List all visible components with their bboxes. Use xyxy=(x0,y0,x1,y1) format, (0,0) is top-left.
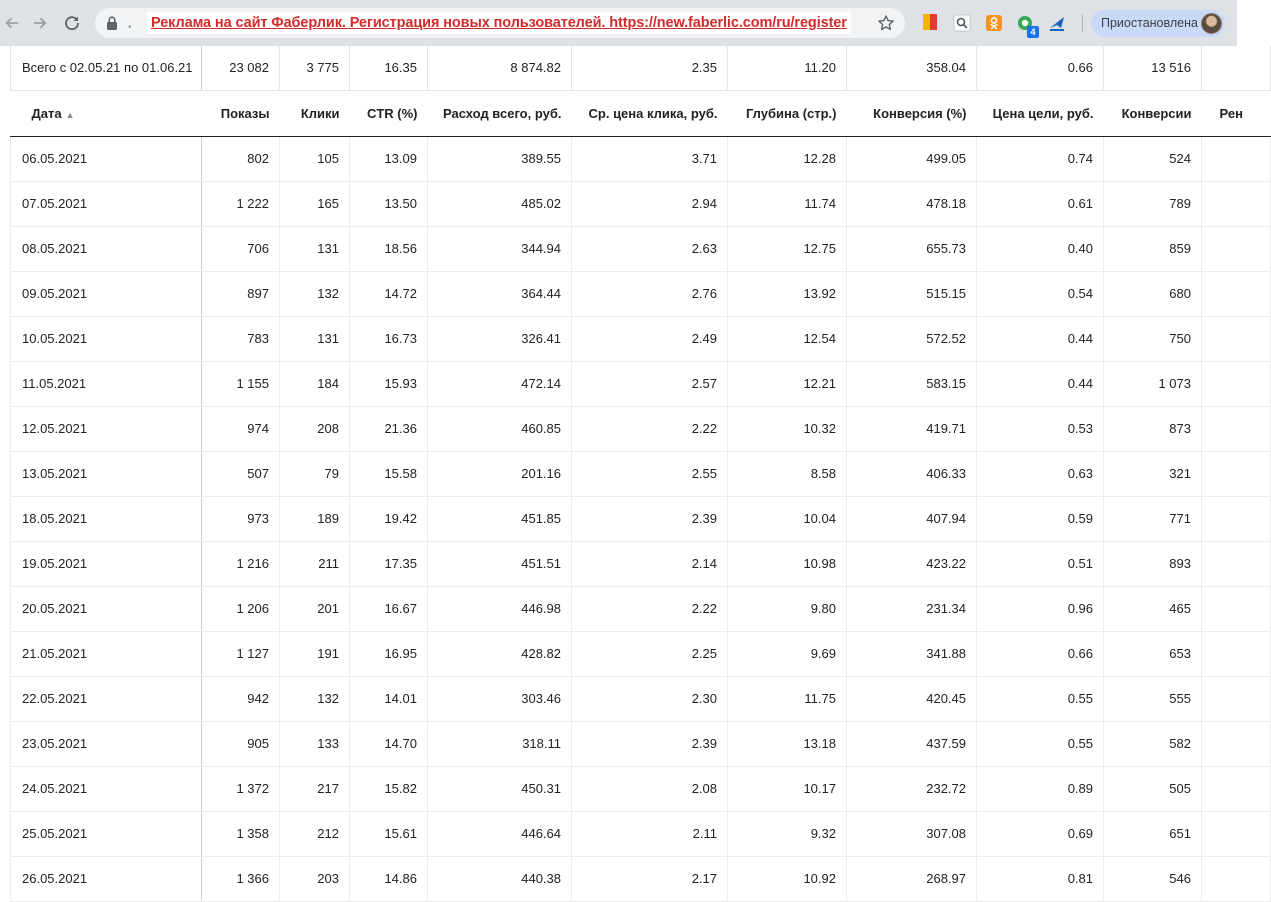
cell-impressions: 1 366 xyxy=(202,856,280,901)
cell-conversion-rate: 478.18 xyxy=(847,181,977,226)
cell-conversion-rate: 423.22 xyxy=(847,541,977,586)
forward-icon[interactable] xyxy=(28,11,52,35)
send-extension-icon[interactable] xyxy=(1048,13,1066,33)
cell-ctr: 19.42 xyxy=(350,496,428,541)
cell-extra xyxy=(1202,496,1271,541)
col-header-date-label: Дата xyxy=(31,105,62,121)
cell-depth: 12.21 xyxy=(728,361,847,406)
cell-goal-cost: 0.55 xyxy=(977,721,1104,766)
cell-impressions: 1 222 xyxy=(202,181,280,226)
cell-spend: 326.41 xyxy=(428,316,572,361)
cell-conversion-rate: 655.73 xyxy=(847,226,977,271)
col-header-date[interactable] xyxy=(11,90,202,136)
cell-date: 20.05.2021 xyxy=(11,586,202,631)
bookmark-star-icon[interactable] xyxy=(877,14,895,32)
cell-depth: 9.80 xyxy=(728,586,847,631)
search-extension-icon[interactable] xyxy=(953,13,971,33)
cell-conversion-rate: 420.45 xyxy=(847,676,977,721)
cell-goal-cost: 0.51 xyxy=(977,541,1104,586)
cell-depth: 12.54 xyxy=(728,316,847,361)
cell-ctr: 14.72 xyxy=(350,271,428,316)
cell-spend: 303.46 xyxy=(428,676,572,721)
cell-depth: 12.28 xyxy=(728,136,847,181)
cell-conversions: 859 xyxy=(1104,226,1202,271)
total-conversion-rate: 358.04 xyxy=(847,46,977,90)
cell-conversions: 1 073 xyxy=(1104,361,1202,406)
col-header-goal-cost[interactable]: Цена цели, руб. xyxy=(977,90,1104,136)
cell-conversions: 653 xyxy=(1104,631,1202,676)
cell-conversion-rate: 499.05 xyxy=(847,136,977,181)
cell-extra xyxy=(1202,541,1271,586)
cell-date: 18.05.2021 xyxy=(11,496,202,541)
cell-goal-cost: 0.81 xyxy=(977,856,1104,901)
cell-impressions: 1 127 xyxy=(202,631,280,676)
cell-ctr: 15.58 xyxy=(350,451,428,496)
cell-avg-cpc: 2.63 xyxy=(572,226,728,271)
cell-conversions: 789 xyxy=(1104,181,1202,226)
cell-date: 13.05.2021 xyxy=(11,451,202,496)
table-row xyxy=(11,361,1271,406)
profile-status-label: Приостановлена xyxy=(1101,16,1198,30)
cell-extra xyxy=(1202,586,1271,631)
cell-ctr: 14.86 xyxy=(350,856,428,901)
cell-conversions: 546 xyxy=(1104,856,1202,901)
cell-conversions: 524 xyxy=(1104,136,1202,181)
cell-conversions: 680 xyxy=(1104,271,1202,316)
cell-conversion-rate: 231.34 xyxy=(847,586,977,631)
cell-impressions: 1 216 xyxy=(202,541,280,586)
total-ctr: 16.35 xyxy=(350,46,428,90)
cell-date: 11.05.2021 xyxy=(11,361,202,406)
total-impressions: 23 082 xyxy=(202,46,280,90)
cell-depth: 11.75 xyxy=(728,676,847,721)
cell-goal-cost: 0.66 xyxy=(977,631,1104,676)
sort-asc-icon: ▲ xyxy=(65,109,75,120)
total-depth: 11.20 xyxy=(728,46,847,90)
cell-avg-cpc: 2.57 xyxy=(572,361,728,406)
cell-ctr: 16.67 xyxy=(350,586,428,631)
cell-impressions: 974 xyxy=(202,406,280,451)
stats-table-container xyxy=(10,46,1243,888)
table-row xyxy=(11,586,1271,631)
lock-icon xyxy=(105,15,119,31)
cell-spend: 318.11 xyxy=(428,721,572,766)
cell-clicks: 191 xyxy=(280,631,350,676)
odnoklassniki-icon[interactable] xyxy=(985,13,1003,33)
cell-date: 06.05.2021 xyxy=(11,136,202,181)
cell-extra xyxy=(1202,316,1271,361)
cell-date: 09.05.2021 xyxy=(11,271,202,316)
cell-conversion-rate: 341.88 xyxy=(847,631,977,676)
cell-clicks: 131 xyxy=(280,316,350,361)
cell-ctr: 18.56 xyxy=(350,226,428,271)
cell-avg-cpc: 2.94 xyxy=(572,181,728,226)
cell-ctr: 15.82 xyxy=(350,766,428,811)
cell-ctr: 16.95 xyxy=(350,631,428,676)
cell-spend: 344.94 xyxy=(428,226,572,271)
cell-conversion-rate: 307.08 xyxy=(847,811,977,856)
cell-spend: 446.98 xyxy=(428,586,572,631)
cell-clicks: 131 xyxy=(280,226,350,271)
cell-impressions: 1 155 xyxy=(202,361,280,406)
cell-conversions: 771 xyxy=(1104,496,1202,541)
avatar xyxy=(1201,13,1222,34)
cell-clicks: 211 xyxy=(280,541,350,586)
cell-date: 10.05.2021 xyxy=(11,316,202,361)
table-row xyxy=(11,721,1271,766)
cell-conversion-rate: 232.72 xyxy=(847,766,977,811)
cell-clicks: 201 xyxy=(280,586,350,631)
cell-spend: 451.51 xyxy=(428,541,572,586)
cell-spend: 440.38 xyxy=(428,856,572,901)
cell-spend: 446.64 xyxy=(428,811,572,856)
cell-depth: 10.98 xyxy=(728,541,847,586)
cell-avg-cpc: 2.49 xyxy=(572,316,728,361)
cell-avg-cpc: 2.25 xyxy=(572,631,728,676)
cell-goal-cost: 0.69 xyxy=(977,811,1104,856)
col-header-extra[interactable]: Рен xyxy=(1202,90,1271,136)
cell-avg-cpc: 2.14 xyxy=(572,541,728,586)
table-row xyxy=(11,406,1271,451)
cell-ctr: 16.73 xyxy=(350,316,428,361)
cell-date: 26.05.2021 xyxy=(11,856,202,901)
cell-date: 19.05.2021 xyxy=(11,541,202,586)
col-header-impressions[interactable]: Показы xyxy=(202,90,280,136)
cell-impressions: 507 xyxy=(202,451,280,496)
cell-spend: 485.02 xyxy=(428,181,572,226)
cell-goal-cost: 0.74 xyxy=(977,136,1104,181)
cell-date: 12.05.2021 xyxy=(11,406,202,451)
cell-extra xyxy=(1202,766,1271,811)
cell-impressions: 1 358 xyxy=(202,811,280,856)
col-header-clicks[interactable]: Клики xyxy=(280,90,350,136)
cell-depth: 10.32 xyxy=(728,406,847,451)
cell-clicks: 133 xyxy=(280,721,350,766)
cell-depth: 11.74 xyxy=(728,181,847,226)
cell-extra xyxy=(1202,451,1271,496)
cell-extra xyxy=(1202,181,1271,226)
cell-date: 07.05.2021 xyxy=(11,181,202,226)
cell-conversions: 582 xyxy=(1104,721,1202,766)
cell-depth: 10.17 xyxy=(728,766,847,811)
cell-clicks: 105 xyxy=(280,136,350,181)
cell-goal-cost: 0.61 xyxy=(977,181,1104,226)
cell-extra xyxy=(1202,856,1271,901)
cell-spend: 472.14 xyxy=(428,361,572,406)
cell-avg-cpc: 2.22 xyxy=(572,406,728,451)
cell-clicks: 79 xyxy=(280,451,350,496)
cell-date: 24.05.2021 xyxy=(11,766,202,811)
cell-conversions: 873 xyxy=(1104,406,1202,451)
cell-conversions: 465 xyxy=(1104,586,1202,631)
cell-spend: 428.82 xyxy=(428,631,572,676)
cell-goal-cost: 0.40 xyxy=(977,226,1104,271)
cell-goal-cost: 0.53 xyxy=(977,406,1104,451)
cell-date: 08.05.2021 xyxy=(11,226,202,271)
table-row xyxy=(11,136,1271,181)
cell-date: 21.05.2021 xyxy=(11,631,202,676)
col-header-conversion-rate[interactable]: Конверсия (%) xyxy=(847,90,977,136)
cell-depth: 8.58 xyxy=(728,451,847,496)
cell-conversion-rate: 437.59 xyxy=(847,721,977,766)
cell-goal-cost: 0.63 xyxy=(977,451,1104,496)
cell-avg-cpc: 2.22 xyxy=(572,586,728,631)
cell-goal-cost: 0.55 xyxy=(977,676,1104,721)
cell-impressions: 897 xyxy=(202,271,280,316)
col-header-avg-cpc[interactable]: Ср. цена клика, руб. xyxy=(572,90,728,136)
extension-badge-count: 4 xyxy=(1027,26,1039,38)
cell-clicks: 203 xyxy=(280,856,350,901)
cell-goal-cost: 0.44 xyxy=(977,361,1104,406)
table-row xyxy=(11,226,1271,271)
cell-avg-cpc: 2.11 xyxy=(572,811,728,856)
cell-date: 23.05.2021 xyxy=(11,721,202,766)
cell-extra xyxy=(1202,271,1271,316)
cell-extra xyxy=(1202,631,1271,676)
cell-clicks: 132 xyxy=(280,676,350,721)
cell-avg-cpc: 2.17 xyxy=(572,856,728,901)
cell-impressions: 1 206 xyxy=(202,586,280,631)
cell-date: 25.05.2021 xyxy=(11,811,202,856)
table-row xyxy=(11,451,1271,496)
toolbar-separator xyxy=(1082,14,1083,32)
table-row xyxy=(11,676,1271,721)
cell-depth: 9.69 xyxy=(728,631,847,676)
cell-ctr: 15.61 xyxy=(350,811,428,856)
col-header-depth[interactable]: Глубина (стр.) xyxy=(728,90,847,136)
cell-spend: 389.55 xyxy=(428,136,572,181)
profile-button[interactable] xyxy=(1091,10,1225,37)
cell-depth: 10.04 xyxy=(728,496,847,541)
address-bar[interactable] xyxy=(95,8,905,38)
cell-spend: 201.16 xyxy=(428,451,572,496)
cell-conversion-rate: 407.94 xyxy=(847,496,977,541)
cell-depth: 9.32 xyxy=(728,811,847,856)
cell-spend: 460.85 xyxy=(428,406,572,451)
cell-conversions: 505 xyxy=(1104,766,1202,811)
total-conversions: 13 516 xyxy=(1104,46,1202,90)
cell-goal-cost: 0.59 xyxy=(977,496,1104,541)
cell-goal-cost: 0.96 xyxy=(977,586,1104,631)
cell-clicks: 208 xyxy=(280,406,350,451)
cell-ctr: 17.35 xyxy=(350,541,428,586)
total-goal-cost: 0.66 xyxy=(977,46,1104,90)
bookmark-extension-icon[interactable] xyxy=(921,13,939,33)
cell-impressions: 973 xyxy=(202,496,280,541)
table-row xyxy=(11,316,1271,361)
cell-extra xyxy=(1202,136,1271,181)
cell-clicks: 132 xyxy=(280,271,350,316)
total-period-cell: Всего с 02.05.21 по 01.06.21 xyxy=(11,46,202,90)
cell-conversion-rate: 572.52 xyxy=(847,316,977,361)
cell-avg-cpc: 2.76 xyxy=(572,271,728,316)
cell-conversion-rate: 406.33 xyxy=(847,451,977,496)
cell-ctr: 14.70 xyxy=(350,721,428,766)
cell-spend: 451.85 xyxy=(428,496,572,541)
cell-conversions: 893 xyxy=(1104,541,1202,586)
header-row xyxy=(11,90,1271,136)
cell-impressions: 905 xyxy=(202,721,280,766)
cell-depth: 10.92 xyxy=(728,856,847,901)
cell-extra xyxy=(1202,676,1271,721)
cell-goal-cost: 0.89 xyxy=(977,766,1104,811)
cell-extra xyxy=(1202,226,1271,271)
cell-extra xyxy=(1202,361,1271,406)
cell-ctr: 14.01 xyxy=(350,676,428,721)
table-row xyxy=(11,631,1271,676)
browser-toolbar xyxy=(0,0,1237,46)
cell-avg-cpc: 2.39 xyxy=(572,496,728,541)
cell-conversions: 321 xyxy=(1104,451,1202,496)
cell-goal-cost: 0.44 xyxy=(977,316,1104,361)
col-header-conversions[interactable]: Конверсии xyxy=(1104,90,1202,136)
cell-conversion-rate: 268.97 xyxy=(847,856,977,901)
page-url-text: Реклама на сайт Фаберлик. Регистрация новых пользователей. https://new.faberlic.com/ru/register xyxy=(147,12,851,34)
cell-clicks: 165 xyxy=(280,181,350,226)
cell-conversion-rate: 419.71 xyxy=(847,406,977,451)
total-clicks: 3 775 xyxy=(280,46,350,90)
table-row xyxy=(11,181,1271,226)
col-header-spend[interactable]: Расход всего, руб. xyxy=(428,90,572,136)
cell-spend: 364.44 xyxy=(428,271,572,316)
cell-clicks: 184 xyxy=(280,361,350,406)
cell-impressions: 942 xyxy=(202,676,280,721)
table-row xyxy=(11,856,1271,901)
cell-clicks: 189 xyxy=(280,496,350,541)
cell-impressions: 706 xyxy=(202,226,280,271)
col-header-ctr[interactable]: CTR (%) xyxy=(350,90,428,136)
cell-depth: 13.18 xyxy=(728,721,847,766)
cell-date: 22.05.2021 xyxy=(11,676,202,721)
url-prefix-dot: • xyxy=(128,22,132,33)
table-row xyxy=(11,766,1271,811)
cell-ctr: 13.09 xyxy=(350,136,428,181)
table-row xyxy=(11,541,1271,586)
cell-impressions: 783 xyxy=(202,316,280,361)
reload-icon[interactable] xyxy=(60,11,84,35)
cell-avg-cpc: 3.71 xyxy=(572,136,728,181)
table-row xyxy=(11,811,1271,856)
cell-extra xyxy=(1202,406,1271,451)
cell-conversions: 750 xyxy=(1104,316,1202,361)
cell-avg-cpc: 2.30 xyxy=(572,676,728,721)
cell-spend: 450.31 xyxy=(428,766,572,811)
cell-depth: 12.75 xyxy=(728,226,847,271)
total-spend: 8 874.82 xyxy=(428,46,572,90)
table-row xyxy=(11,496,1271,541)
cell-goal-cost: 0.54 xyxy=(977,271,1104,316)
cell-conversions: 555 xyxy=(1104,676,1202,721)
cell-ctr: 15.93 xyxy=(350,361,428,406)
cell-avg-cpc: 2.08 xyxy=(572,766,728,811)
cell-avg-cpc: 2.55 xyxy=(572,451,728,496)
totals-row xyxy=(11,46,1271,90)
cell-extra xyxy=(1202,721,1271,766)
cell-clicks: 212 xyxy=(280,811,350,856)
cell-clicks: 217 xyxy=(280,766,350,811)
total-avg-cpc: 2.35 xyxy=(572,46,728,90)
cell-conversion-rate: 515.15 xyxy=(847,271,977,316)
cell-ctr: 13.50 xyxy=(350,181,428,226)
cell-impressions: 1 372 xyxy=(202,766,280,811)
stats-table xyxy=(10,46,1271,902)
cell-extra xyxy=(1202,811,1271,856)
cell-impressions: 802 xyxy=(202,136,280,181)
cell-conversions: 651 xyxy=(1104,811,1202,856)
cell-depth: 13.92 xyxy=(728,271,847,316)
cell-ctr: 21.36 xyxy=(350,406,428,451)
cell-conversion-rate: 583.15 xyxy=(847,361,977,406)
back-icon[interactable] xyxy=(0,11,24,35)
total-extra xyxy=(1202,46,1271,90)
cell-avg-cpc: 2.39 xyxy=(572,721,728,766)
table-row xyxy=(11,271,1271,316)
